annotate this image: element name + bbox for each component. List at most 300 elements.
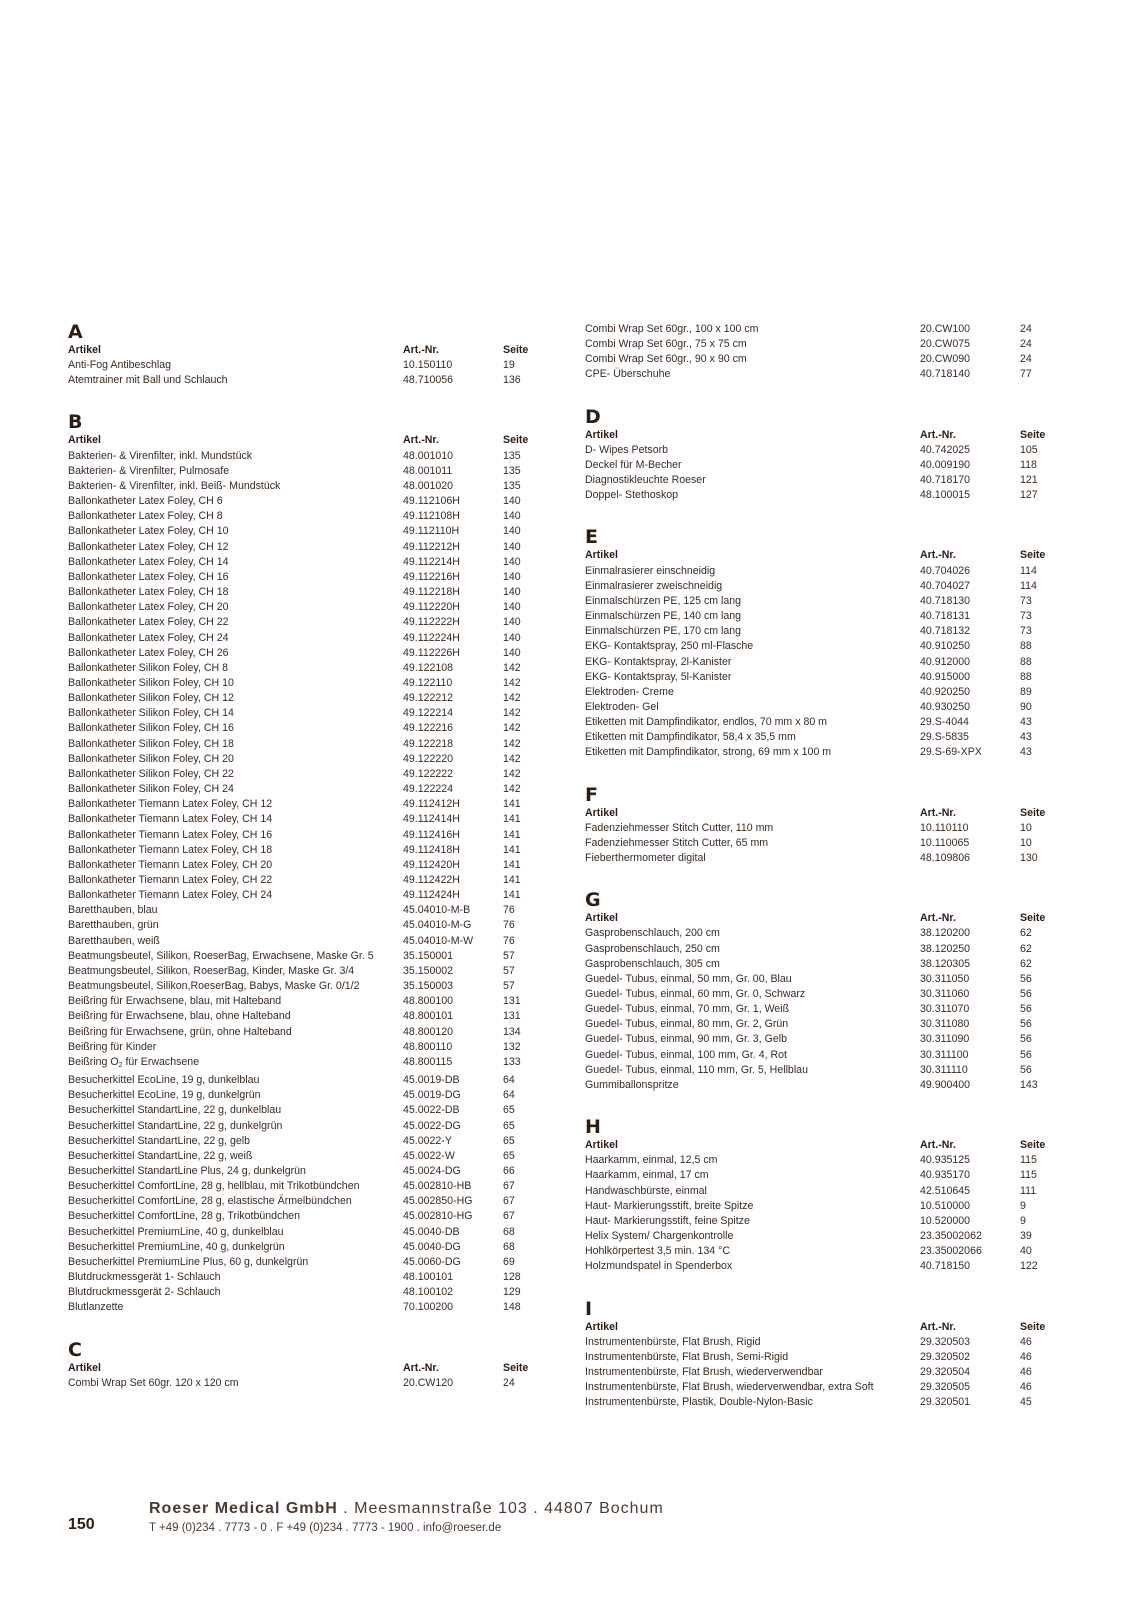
index-row bbox=[68, 540, 538, 555]
index-row bbox=[585, 488, 1055, 503]
index-row bbox=[68, 1300, 538, 1315]
article-name: Einmalrasierer einschneidig bbox=[585, 564, 716, 577]
header-seite: Seite bbox=[1020, 806, 1046, 819]
page-ref: 73 bbox=[1020, 610, 1032, 623]
page-ref: 141 bbox=[503, 828, 521, 841]
index-section bbox=[585, 785, 1055, 867]
index-row bbox=[68, 524, 538, 539]
article-number: 49.900400 bbox=[920, 1078, 971, 1091]
index-row bbox=[585, 1078, 1055, 1093]
page-ref: 64 bbox=[503, 1089, 515, 1102]
index-row bbox=[68, 1179, 538, 1194]
article-number: 49.122110 bbox=[403, 676, 453, 689]
index-row bbox=[68, 903, 538, 918]
article-number: 49.112424H bbox=[403, 889, 460, 902]
article-name: Besucherkittel StandartLine, 22 g, dunkelgrün bbox=[68, 1119, 283, 1132]
article-name: Holzmundspatel in Spenderbox bbox=[585, 1260, 733, 1273]
article-number: 30.311070 bbox=[920, 1003, 970, 1016]
article-name: Einmalschürzen PE, 140 cm lang bbox=[585, 610, 742, 623]
index-row bbox=[585, 1199, 1055, 1214]
article-number: 40.718131 bbox=[920, 610, 971, 623]
article-name: Guedel- Tubus, einmal, 110 mm, Gr. 5, Hellblau bbox=[585, 1063, 808, 1076]
column-header-row bbox=[585, 1320, 1055, 1335]
index-row bbox=[68, 888, 538, 903]
page-ref: 65 bbox=[503, 1149, 515, 1162]
page-footer bbox=[68, 1500, 1068, 1550]
index-row bbox=[585, 1335, 1055, 1350]
index-row bbox=[585, 594, 1055, 609]
page-ref: 142 bbox=[503, 707, 521, 720]
article-number: 29.S-4044 bbox=[920, 716, 969, 729]
section-letter: B bbox=[68, 411, 83, 434]
article-name: Instrumentenbürste, Flat Brush, wiederverwendbar, extra Soft bbox=[585, 1381, 874, 1394]
article-number: 20.CW100 bbox=[920, 323, 971, 335]
section-letter: E bbox=[585, 526, 598, 549]
index-row bbox=[585, 700, 1055, 715]
article-name: D- Wipes Petsorb bbox=[585, 443, 669, 456]
article-number: 40.718150 bbox=[920, 1260, 971, 1273]
article-name: Gasprobenschlauch, 200 cm bbox=[585, 927, 720, 940]
article-number: 49.122224 bbox=[403, 783, 454, 796]
index-row bbox=[68, 449, 538, 464]
article-name: Bakterien- & Virenfilter, inkl. Beiß- Mundstück bbox=[68, 479, 281, 492]
index-row bbox=[68, 1119, 538, 1134]
article-name: Beißring für Erwachsene, grün, ohne Halteband bbox=[68, 1025, 292, 1038]
index-row bbox=[585, 579, 1055, 594]
page-ref: 10 bbox=[1020, 836, 1032, 849]
article-name: Ballonkatheter Latex Foley, CH 20 bbox=[68, 601, 229, 614]
article-name: Guedel- Tubus, einmal, 90 mm, Gr. 3, Gelb bbox=[585, 1033, 787, 1046]
page-ref: 140 bbox=[503, 586, 521, 599]
index-row bbox=[585, 1244, 1055, 1259]
article-name: Besucherkittel ComfortLine, 28 g, Trikotbündchen bbox=[68, 1210, 301, 1223]
page-ref: 140 bbox=[503, 510, 521, 523]
page-ref: 88 bbox=[1020, 640, 1032, 653]
page-ref: 76 bbox=[503, 904, 515, 917]
page-ref: 73 bbox=[1020, 625, 1032, 638]
article-name: Besucherkittel EcoLine, 19 g, dunkelgrün bbox=[68, 1089, 261, 1102]
article-name: Doppel- Stethoskop bbox=[585, 489, 679, 502]
article-name: Ballonkatheter Latex Foley, CH 6 bbox=[68, 495, 223, 508]
index-row bbox=[585, 1395, 1055, 1410]
page-ref: 141 bbox=[503, 858, 521, 871]
index-row bbox=[68, 1103, 538, 1118]
index-row bbox=[68, 1009, 538, 1024]
article-number: 45.002810-HB bbox=[403, 1180, 472, 1193]
index-row bbox=[585, 745, 1055, 760]
article-number: 49.122218 bbox=[403, 737, 454, 750]
index-row bbox=[585, 337, 1055, 352]
article-number: 49.112220H bbox=[403, 601, 460, 614]
page-ref: 24 bbox=[503, 1376, 515, 1389]
index-row bbox=[585, 1259, 1055, 1274]
article-number: 49.112110H bbox=[403, 525, 460, 538]
index-row bbox=[585, 624, 1055, 639]
article-name: Fadenziehmesser Stitch Cutter, 65 mm bbox=[585, 836, 769, 849]
header-artikel: Artikel bbox=[68, 1361, 101, 1374]
article-number: 48.800100 bbox=[403, 995, 454, 1008]
page-ref: 10 bbox=[1020, 821, 1032, 834]
article-name: Beißring für Erwachsene, blau, mit Halteband bbox=[68, 995, 282, 1008]
page-ref: 140 bbox=[503, 616, 521, 629]
article-name: Einmalschürzen PE, 125 cm lang bbox=[585, 594, 742, 607]
index-row bbox=[68, 676, 538, 691]
article-name: Bakterien- & Virenfilter, inkl. Mundstück bbox=[68, 449, 253, 462]
index-row bbox=[585, 639, 1055, 654]
page-ref: 24 bbox=[1020, 338, 1032, 351]
header-artnr: Art.-Nr. bbox=[403, 1361, 439, 1374]
header-artikel: Artikel bbox=[585, 1139, 618, 1152]
page-ref: 121 bbox=[1020, 474, 1038, 487]
page-ref: 132 bbox=[503, 1040, 521, 1053]
article-number: 40.742025 bbox=[920, 443, 971, 456]
article-name: CPE- Überschuhe bbox=[585, 368, 671, 381]
page-ref: 9 bbox=[1020, 1199, 1026, 1212]
article-number: 70.100200 bbox=[403, 1301, 454, 1314]
index-row bbox=[585, 670, 1055, 685]
page-ref: 141 bbox=[503, 798, 521, 811]
index-row bbox=[68, 585, 538, 600]
article-name-text: Beißring O bbox=[68, 1055, 119, 1068]
page-ref: 140 bbox=[503, 646, 521, 659]
article-name: Elektroden- Creme bbox=[585, 685, 674, 698]
page-ref: 140 bbox=[503, 525, 521, 538]
page-ref: 77 bbox=[1020, 368, 1032, 381]
article-name-tail: für Erwachsene bbox=[122, 1055, 200, 1068]
page-ref: 140 bbox=[503, 540, 521, 553]
article-name: Ballonkatheter Silikon Foley, CH 18 bbox=[68, 737, 234, 750]
article-name: Combi Wrap Set 60gr., 100 x 100 cm bbox=[585, 323, 759, 335]
page-ref: 122 bbox=[1020, 1260, 1038, 1273]
article-number: 49.112420H bbox=[403, 858, 460, 871]
article-name: Beatmungsbeutel, Silikon,RoeserBag, Babys, Maske Gr. 0/1/2 bbox=[68, 980, 360, 993]
index-row bbox=[585, 715, 1055, 730]
page-ref: 45 bbox=[1020, 1396, 1032, 1409]
article-number: 48.800110 bbox=[403, 1040, 453, 1053]
article-name: Besucherkittel StandartLine, 22 g, weiß bbox=[68, 1149, 253, 1162]
article-name: Deckel für M-Becher bbox=[585, 458, 682, 471]
article-name: Ballonkatheter Silikon Foley, CH 12 bbox=[68, 692, 234, 705]
article-name: Bakterien- & Virenfilter, Pulmosafe bbox=[68, 464, 230, 477]
article-name: Ballonkatheter Latex Foley, CH 10 bbox=[68, 525, 229, 538]
page-ref: 88 bbox=[1020, 655, 1032, 668]
article-name-subscript: 2 bbox=[118, 1061, 123, 1069]
section-letter: I bbox=[585, 1297, 593, 1320]
article-number: 10.110065 bbox=[920, 836, 970, 849]
article-name: Ballonkatheter Silikon Foley, CH 16 bbox=[68, 722, 234, 735]
article-name: Besucherkittel ComfortLine, 28 g, elastische Ärmelbündchen bbox=[68, 1195, 352, 1208]
page-ref: 46 bbox=[1020, 1365, 1032, 1378]
index-row bbox=[68, 949, 538, 964]
index-row bbox=[68, 1055, 538, 1073]
article-number: 45.002810-HG bbox=[403, 1210, 473, 1223]
article-name: Atemtrainer mit Ball und Schlauch bbox=[68, 374, 228, 387]
article-number: 49.122212 bbox=[403, 692, 454, 705]
header-artikel: Artikel bbox=[585, 549, 618, 562]
article-number: 45.0019-DB bbox=[403, 1074, 460, 1087]
header-seite: Seite bbox=[1020, 428, 1046, 441]
article-number: 40.920250 bbox=[920, 685, 971, 698]
article-name: Ballonkatheter Latex Foley, CH 18 bbox=[68, 586, 229, 599]
article-number: 45.0040-DB bbox=[403, 1225, 460, 1238]
index-row bbox=[68, 1376, 538, 1391]
company-name: Roeser Medical GmbH bbox=[149, 1500, 338, 1517]
article-name: Baretthauben, weiß bbox=[68, 934, 160, 947]
column-header-row bbox=[585, 428, 1055, 443]
index-row bbox=[585, 352, 1055, 367]
index-row bbox=[585, 1153, 1055, 1168]
page-ref: 140 bbox=[503, 631, 521, 644]
page-ref: 43 bbox=[1020, 731, 1032, 744]
index-row bbox=[585, 851, 1055, 866]
article-number: 45.0022-DB bbox=[403, 1104, 460, 1117]
index-row bbox=[585, 972, 1055, 987]
article-name: Guedel- Tubus, einmal, 100 mm, Gr. 4, Rot bbox=[585, 1048, 787, 1061]
index-row bbox=[68, 843, 538, 858]
header-artnr: Art.-Nr. bbox=[920, 1320, 956, 1333]
index-row bbox=[68, 1240, 538, 1255]
article-number: 48.001020 bbox=[403, 479, 454, 492]
article-number: 40.915000 bbox=[920, 670, 971, 683]
page-ref: 56 bbox=[1020, 1048, 1032, 1061]
article-name: Helix System/ Chargenkontrolle bbox=[585, 1230, 734, 1243]
index-row bbox=[68, 1209, 538, 1224]
index-row bbox=[68, 721, 538, 736]
index-row bbox=[585, 1229, 1055, 1244]
page-ref: 142 bbox=[503, 661, 521, 674]
page-ref: 89 bbox=[1020, 685, 1032, 698]
article-name: Haut- Markierungsstift, breite Spitze bbox=[585, 1199, 754, 1212]
article-number: 48.800101 bbox=[403, 1010, 454, 1023]
page-ref: 135 bbox=[503, 479, 521, 492]
article-number: 40.718132 bbox=[920, 625, 971, 638]
article-name: Combi Wrap Set 60gr. 120 x 120 cm bbox=[68, 1376, 239, 1389]
index-row bbox=[585, 1365, 1055, 1380]
page-ref: 66 bbox=[503, 1164, 515, 1177]
article-number: 40.935125 bbox=[920, 1154, 971, 1167]
index-row bbox=[68, 661, 538, 676]
article-number: 30.311100 bbox=[920, 1048, 969, 1061]
index-row bbox=[585, 655, 1055, 670]
index-row bbox=[68, 828, 538, 843]
article-name: Blutdruckmessgerät 1- Schlauch bbox=[68, 1271, 221, 1284]
page-ref: 24 bbox=[1020, 323, 1032, 335]
page-ref: 142 bbox=[503, 676, 521, 689]
article-number: 48.100015 bbox=[920, 489, 971, 502]
article-number: 40.009190 bbox=[920, 458, 971, 471]
article-name: Blutdruckmessgerät 2- Schlauch bbox=[68, 1286, 221, 1299]
article-number: 35.150003 bbox=[403, 980, 454, 993]
page-ref: 67 bbox=[503, 1195, 515, 1208]
index-row bbox=[68, 358, 538, 373]
article-name: Combi Wrap Set 60gr., 75 x 75 cm bbox=[585, 338, 747, 351]
index-row bbox=[585, 1168, 1055, 1183]
article-name: Ballonkatheter Tiemann Latex Foley, CH 12 bbox=[68, 798, 273, 811]
article-name: Instrumentenbürste, Flat Brush, Rigid bbox=[585, 1335, 761, 1348]
index-row bbox=[68, 1073, 538, 1088]
article-number: 45.0019-DG bbox=[403, 1089, 461, 1102]
article-number: 45.0040-DG bbox=[403, 1240, 461, 1253]
page-number: 150 bbox=[68, 1516, 95, 1533]
article-number: 48.800115 bbox=[403, 1055, 453, 1068]
article-number: 48.710056 bbox=[403, 374, 454, 387]
page-ref: 111 bbox=[1020, 1184, 1037, 1197]
index-row bbox=[585, 730, 1055, 745]
article-number: 29.S-69-XPX bbox=[920, 746, 982, 759]
page-ref: 136 bbox=[503, 374, 521, 387]
header-seite: Seite bbox=[1020, 1320, 1046, 1333]
article-number: 40.718170 bbox=[920, 474, 971, 487]
article-number: 49.112416H bbox=[403, 828, 460, 841]
index-row bbox=[68, 964, 538, 979]
index-row bbox=[68, 1134, 538, 1149]
article-number: 38.120305 bbox=[920, 957, 971, 970]
article-name: Handwaschbürste, einmal bbox=[585, 1184, 707, 1197]
article-number: 45.0024-DG bbox=[403, 1164, 461, 1177]
article-number: 35.150002 bbox=[403, 964, 454, 977]
article-number: 23.35002062 bbox=[920, 1230, 982, 1243]
company-address-line bbox=[149, 1500, 664, 1518]
page-ref: 69 bbox=[503, 1255, 515, 1268]
article-name: Besucherkittel StandartLine, 22 g, gelb bbox=[68, 1134, 250, 1147]
index-row bbox=[585, 926, 1055, 941]
index-row bbox=[585, 1350, 1055, 1365]
page-ref: 46 bbox=[1020, 1381, 1032, 1394]
article-number: 48.109806 bbox=[920, 852, 971, 865]
page-ref: 39 bbox=[1020, 1230, 1032, 1243]
page-ref: 57 bbox=[503, 964, 515, 977]
index-row bbox=[585, 1184, 1055, 1199]
article-name: Ballonkatheter Silikon Foley, CH 8 bbox=[68, 661, 228, 674]
column-header-row bbox=[68, 1361, 538, 1376]
page-ref: 140 bbox=[503, 570, 521, 583]
article-number: 48.001010 bbox=[403, 449, 454, 462]
page-ref: 67 bbox=[503, 1180, 515, 1193]
page-ref: 105 bbox=[1020, 443, 1038, 456]
article-number: 49.122216 bbox=[403, 722, 454, 735]
index-row bbox=[585, 1063, 1055, 1078]
index-row bbox=[585, 1032, 1055, 1047]
index-section bbox=[585, 407, 1055, 504]
article-name: Instrumentenbürste, Flat Brush, Semi-Rigid bbox=[585, 1350, 789, 1363]
article-number: 45.04010-M-B bbox=[403, 904, 471, 917]
article-name: Guedel- Tubus, einmal, 80 mm, Gr. 2, Grün bbox=[585, 1018, 789, 1031]
page-ref: 68 bbox=[503, 1240, 515, 1253]
page-ref: 73 bbox=[1020, 594, 1032, 607]
index-row bbox=[68, 494, 538, 509]
article-number: 49.112212H bbox=[403, 540, 460, 553]
index-row bbox=[68, 858, 538, 873]
article-number: 49.112418H bbox=[403, 843, 460, 856]
index-row bbox=[585, 1017, 1055, 1032]
article-name: EKG- Kontaktspray, 250 ml-Flasche bbox=[585, 640, 754, 653]
header-artnr: Art.-Nr. bbox=[920, 1139, 956, 1152]
index-row bbox=[585, 957, 1055, 972]
section-letter: D bbox=[585, 405, 601, 428]
header-artikel: Artikel bbox=[585, 912, 618, 925]
index-row bbox=[585, 821, 1055, 836]
article-name: Anti-Fog Antibeschlag bbox=[68, 359, 172, 372]
article-name: Instrumentenbürste, Flat Brush, wiederverwendbar bbox=[585, 1365, 823, 1378]
page-ref: 40 bbox=[1020, 1245, 1032, 1258]
article-number: 45.0022-W bbox=[403, 1149, 455, 1162]
page-ref: 68 bbox=[503, 1225, 515, 1238]
section-letter: H bbox=[585, 1116, 601, 1139]
article-number: 48.100101 bbox=[403, 1271, 454, 1284]
article-name: Etiketten mit Dampfindikator, strong, 69 mm x 100 m bbox=[585, 746, 832, 759]
page-ref: 56 bbox=[1020, 1033, 1032, 1046]
company-address: . Meesmannstraße 103 . 44807 Bochum bbox=[337, 1500, 664, 1517]
index-row bbox=[585, 942, 1055, 957]
page-ref: 115 bbox=[1020, 1154, 1037, 1167]
page-ref: 56 bbox=[1020, 1003, 1032, 1016]
article-name: Guedel- Tubus, einmal, 60 mm, Gr. 0, Schwarz bbox=[585, 988, 806, 1000]
page-ref: 56 bbox=[1020, 972, 1032, 985]
page-ref: 76 bbox=[503, 934, 515, 947]
article-number: 40.912000 bbox=[920, 655, 971, 668]
article-name: Guedel- Tubus, einmal, 70 mm, Gr. 1, Weiß bbox=[585, 1003, 790, 1016]
header-seite: Seite bbox=[503, 1361, 529, 1374]
page-ref: 43 bbox=[1020, 746, 1032, 759]
page-ref: 141 bbox=[503, 843, 521, 856]
index-row bbox=[68, 1194, 538, 1209]
index-section bbox=[585, 322, 1055, 383]
index-row bbox=[68, 646, 538, 661]
page-ref: 57 bbox=[503, 949, 515, 962]
article-name: Besucherkittel StandartLine, 22 g, dunkelblau bbox=[68, 1104, 282, 1117]
header-seite: Seite bbox=[1020, 1139, 1046, 1152]
article-number: 30.311060 bbox=[920, 988, 970, 1000]
index-row bbox=[68, 706, 538, 721]
article-name: Besucherkittel EcoLine, 19 g, dunkelblau bbox=[68, 1074, 260, 1087]
article-name: Ballonkatheter Latex Foley, CH 26 bbox=[68, 646, 229, 659]
article-number: 20.CW090 bbox=[920, 353, 971, 366]
article-number: 49.112422H bbox=[403, 874, 460, 886]
article-name: Ballonkatheter Latex Foley, CH 14 bbox=[68, 555, 229, 568]
page-ref: 134 bbox=[503, 1025, 521, 1038]
article-name: Hohlkörpertest 3,5 min. 134 °C bbox=[585, 1245, 730, 1258]
contact-line: T +49 (0)234 . 7773 - 0 . F +49 (0)234 . 7773 - 1900 . info@roeser.de bbox=[149, 1522, 502, 1534]
article-number: 29.320503 bbox=[920, 1335, 971, 1348]
page-ref: 130 bbox=[1020, 852, 1038, 865]
article-name: Gummiballonspritze bbox=[585, 1078, 679, 1091]
page-ref: 62 bbox=[1020, 942, 1032, 955]
article-number: 45.04010-M-W bbox=[403, 934, 474, 947]
index-row bbox=[68, 797, 538, 812]
article-name: Beißring für Kinder bbox=[68, 1040, 157, 1053]
index-section bbox=[68, 322, 538, 388]
article-name: Ballonkatheter Tiemann Latex Foley, CH 22 bbox=[68, 874, 273, 886]
page-ref: 46 bbox=[1020, 1335, 1032, 1348]
column-header-row bbox=[585, 548, 1055, 563]
page-ref: 114 bbox=[1020, 579, 1037, 592]
page-ref: 9 bbox=[1020, 1214, 1026, 1227]
page-ref: 141 bbox=[503, 889, 521, 902]
article-number: 30.311110 bbox=[920, 1063, 968, 1076]
article-number: 49.112218H bbox=[403, 586, 460, 599]
section-letter: F bbox=[585, 783, 598, 806]
column-header-row bbox=[585, 1138, 1055, 1153]
index-row bbox=[68, 1270, 538, 1285]
index-row bbox=[585, 564, 1055, 579]
article-number: 29.320502 bbox=[920, 1350, 971, 1363]
index-row bbox=[68, 979, 538, 994]
page-ref: 56 bbox=[1020, 1063, 1032, 1076]
article-name: Besucherkittel PremiumLine Plus, 60 g, dunkelgrün bbox=[68, 1255, 309, 1268]
article-name: Einmalschürzen PE, 170 cm lang bbox=[585, 625, 742, 638]
page-ref: 46 bbox=[1020, 1350, 1032, 1363]
article-number: 38.120200 bbox=[920, 927, 971, 940]
